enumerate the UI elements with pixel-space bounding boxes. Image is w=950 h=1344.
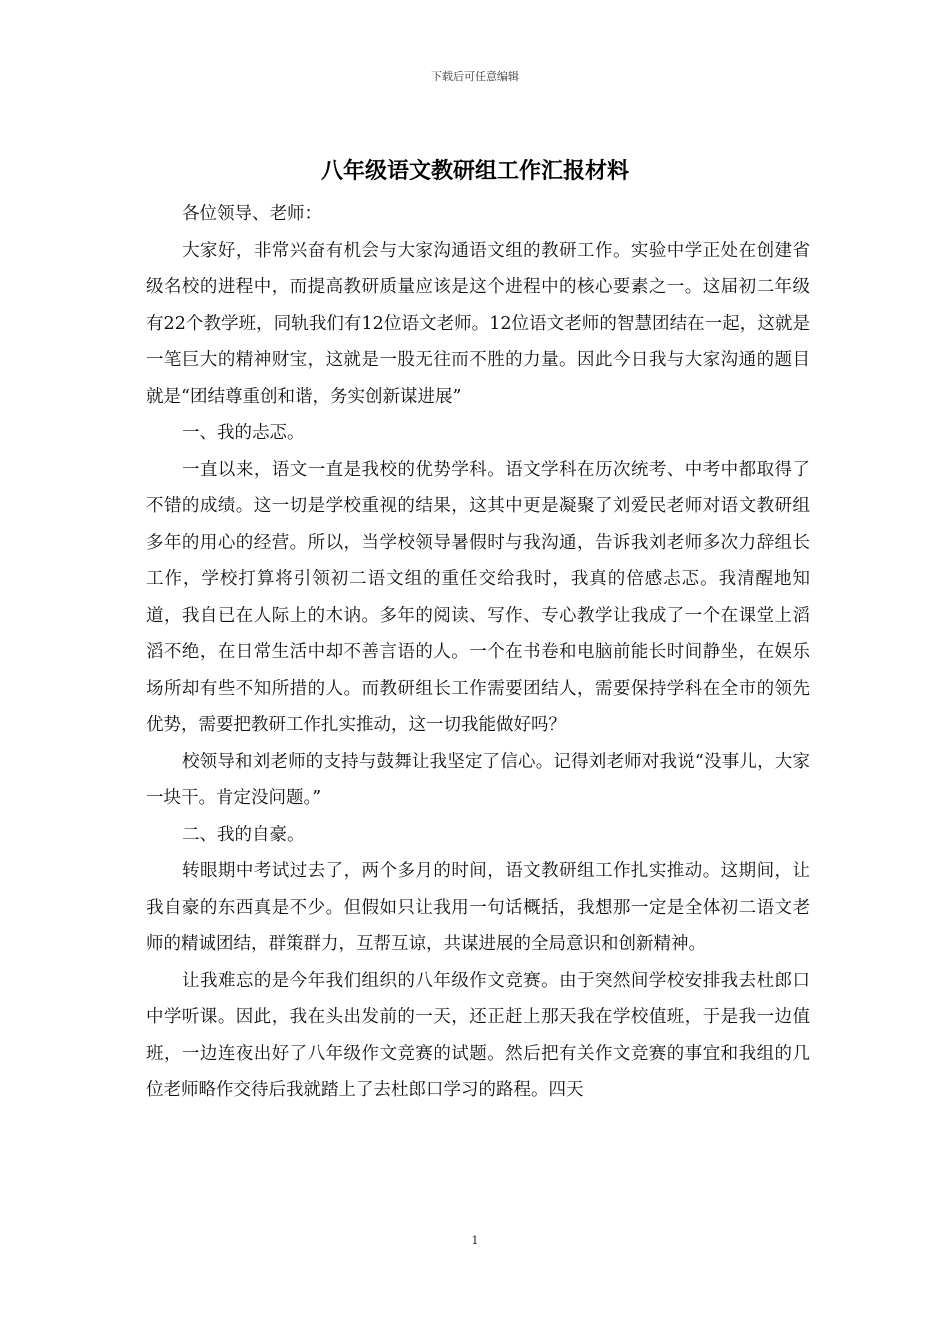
section-1-paragraph-2: 校领导和刘老师的支持与鼓舞让我坚定了信心。记得刘老师对我说“没事儿，大家一块干。肯定没问题。”: [146, 751, 810, 808]
document-title: 八年级语文教研组工作汇报材料: [320, 158, 629, 184]
section-1-paragraph-1: 一直以来，语文一直是我校的优势学科。语文学科在历次统考、中考中都取得了不错的成绩。这一切是学校重视的结果，这其中更是凝聚了刘爱民老师对语文教研组多年的用心的经营。所以，当学校领导暑假时与我沟通，告诉我刘老师多次力辞组长工作，学校打算将引领初二语文组的重任交给我时，我真的倍感忐忑。我清醒地知道，我自已在人际上的木讷。多年的阅读、写作、专心教学让我成了一个在课堂上滔滔不绝，在日常生活中却不善言语的人。一个在书卷和电脑前能长时间静坐，在娱乐场所却有些不知所措的人。而教研组长工作需要团结人，需要保持学科在全市的领先优势，需要把教研工作扎实推动，这一切我能做好吗？: [146, 459, 810, 735]
section-heading-1: 一、我的忐忑。: [182, 423, 305, 443]
section-2-paragraph-2: 让我难忘的是今年我们组织的八年级作文竞赛。由于突然间学校安排我去杜郎口中学听课。因此，我在头出发前的一天，还正赶上那天我在学校值班，于是我一边值班，一边连夜出好了八年级作文竞赛的试题。然后把有关作文竞赛的事宜和我组的几位老师略作交待后我就踏上了去杜郎口学习的路程。四天: [146, 970, 810, 1100]
salutation-paragraph: 各位领导、老师：: [182, 204, 322, 224]
document-body: [146, 196, 810, 1109]
section-heading-2: 二、我的自豪。: [182, 824, 305, 845]
page-number: 1: [471, 1234, 479, 1247]
intro-paragraph: 大家好，非常兴奋有机会与大家沟通语文组的教研工作。实验中学正处在创建省级名校的进程中，而提高教研质量应该是这个进程中的核心要素之一。这届初二年级有22个教学班，同轨我们有12位语文老师。12位语文老师的智慧团结在一起，这就是一笔巨大的精神财宝，这就是一股无往而不胜的力量。因此今日我与大家沟通的题目就是“团结尊重创和谐，务实创新谋进展”: [146, 240, 810, 407]
header-note: 下载后可任意编辑: [431, 70, 519, 83]
section-2-paragraph-1: 转眼期中考试过去了，两个多月的时间，语文教研组工作扎实推动。这期间，让我自豪的东西真是不少。但假如只让我用一句话概括，我想那一定是全体初二语文老师的精诚团结，群策群力，互帮互谅，共谋进展的全局意识和创新精神。: [146, 861, 810, 954]
